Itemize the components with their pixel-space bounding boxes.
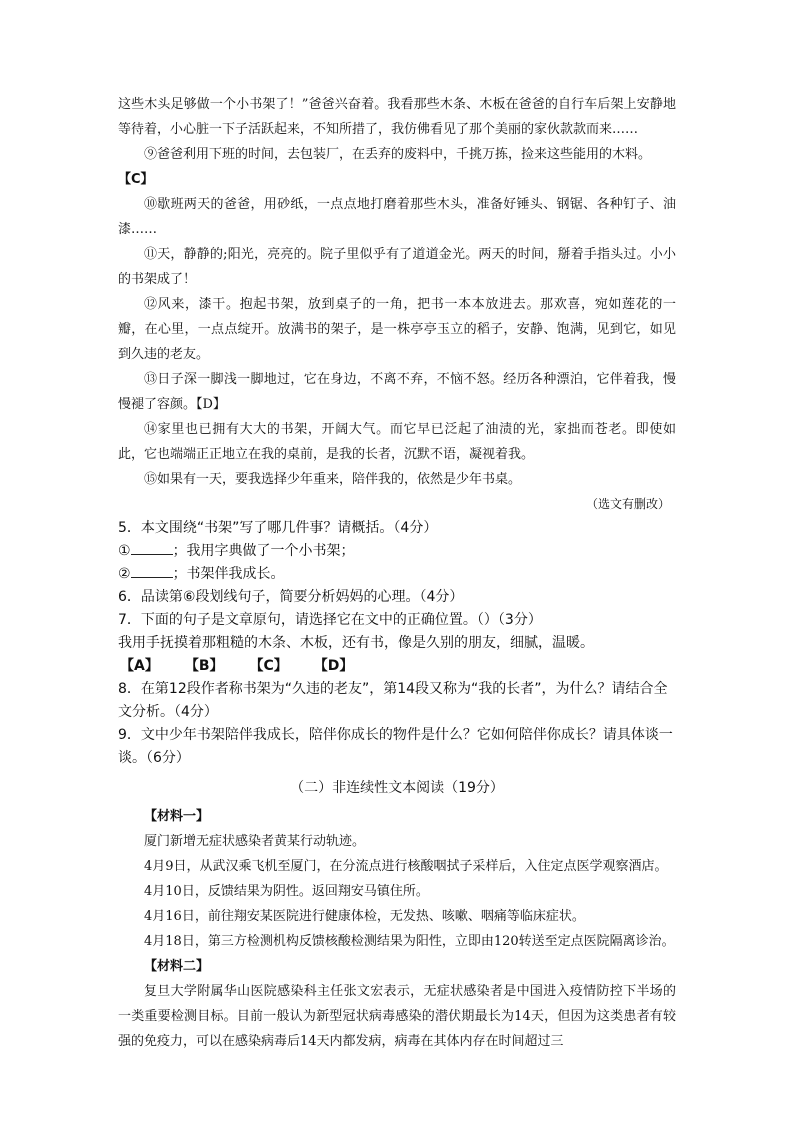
- material-2-title: 【材料二】: [144, 959, 210, 974]
- question-8: 8．在第12段作者称书架为“久违的老友”，第14段又称为“我的长者”，为什么？请结合全文分析。（4分）: [118, 681, 668, 720]
- question-5: 5．本文围绕“书架”写了哪几件事？请概括。（4分）: [118, 520, 438, 536]
- question-7-options: [118, 655, 676, 678]
- passage-paragraph-14: ⑭家里也已拥有大大的书架，开阔大气。而它早已泛起了油渍的光，家拙而苍老。即使如此，它也端端正正地立在我的桌前，是我的长者，沉默不语，凝视着我。: [118, 422, 676, 462]
- material-1-line-1: 4月9日，从武汉乘飞机至厦门，在分流点进行核酸咽拭子采样后，入住定点医学观察酒店。: [144, 859, 668, 874]
- question-9: 9．文中少年书架陪伴我成长，陪伴你成长的物件是什么？它如何陪伴你成长？请具体谈一谈。（6分）: [118, 727, 673, 766]
- option-d[interactable]: 【D】: [313, 658, 354, 674]
- question-5-item-2: [118, 563, 676, 586]
- material-2-text: 复旦大学附属华山医院感染科主任张文宏表示，无症状感染者是中国进入疫情防控下半场的一类重要检测目标。目前一般认为新型冠状病毒感染的潜伏期最长为14天，但因为这类患者有较强的免疫力，可以在感染病毒后14天内都发病，病毒在其体内存在时间超过三: [118, 984, 676, 1049]
- option-c[interactable]: 【C】: [249, 658, 288, 674]
- q5-item-1-number: ①: [118, 543, 131, 559]
- material-1-line-4: 4月18日，第三方检测机构反馈核酸检测结果为阳性，立即由120转送至定点医院隔离诊治。: [144, 934, 675, 949]
- position-marker-c: 【C】: [118, 172, 154, 187]
- question-6: 6．品读第⑥段划线句子，简要分析妈妈的心理。（4分）: [118, 589, 464, 605]
- source-note: （选文有删改）: [585, 497, 670, 511]
- option-a[interactable]: 【A】: [120, 658, 159, 674]
- q5-item-2-text: ；书架伴我成长。: [172, 566, 285, 582]
- passage-paragraph-13: ⑬日子深一脚浅一脚地过，它在身边，不离不弃，不恼不怒。经历各种漂泊，它伴着我，慢慢褪了容颜。【D】: [118, 372, 676, 412]
- answer-blank-1[interactable]: [131, 540, 173, 555]
- material-1-line-2: 4月10日，反馈结果为阴性。返回翔安马镇住所。: [144, 884, 429, 899]
- option-b[interactable]: 【B】: [184, 658, 224, 674]
- passage-paragraph-15: ⑮如果有一天，要我选择少年重来，陪伴我的，依然是少年书桌。: [144, 472, 522, 487]
- q5-item-1-text: ；我用字典做了一个小书架；: [172, 543, 355, 559]
- passage-paragraph-9: ⑨爸爸利用下班的时间，去包装厂，在丢弃的废料中，千挑万拣，捡来这些能用的木料。: [144, 147, 652, 162]
- section-2-title: （二）非连续性文本阅读（19分）: [290, 780, 504, 796]
- question-5-item-1: [118, 540, 676, 563]
- q5-item-2-number: ②: [118, 566, 131, 582]
- passage-paragraph-continued: 这些木头足够做一个小书架了！”爸爸兴奋着。我看那些木条、木板在爸爸的自行车后架上安静地等待着，小心脏一下子活跃起来，不知所措了，我仿佛看见了那个美丽的家伙款款而来……: [118, 97, 676, 137]
- question-7-sentence: 我用手抚摸着那粗糙的木条、木板，还有书，像是久别的朋友，细腻，温暖。: [118, 635, 594, 651]
- passage-paragraph-10: ⑩歇班两天的爸爸，用砂纸，一点点地打磨着那些木头，准备好锤头、钢锯、各种钉子、油漆……: [118, 197, 676, 237]
- page-content: [118, 92, 676, 1054]
- material-1-title: 【材料一】: [144, 809, 210, 824]
- material-1-line-3: 4月16日，前往翔安某医院进行健康体检，无发热、咳嗽、咽痛等临床症状。: [144, 909, 585, 924]
- question-7: 7．下面的句子是文章原句，请选择它在文中的正确位置。（）（3分）: [118, 612, 542, 628]
- passage-paragraph-12: ⑫风来，漆干。抱起书架，放到桌子的一角，把书一本本放进去。那欢喜，宛如莲花的一瓣，在心里，一点点绽开。放满书的架子，是一株亭亭玉立的稻子，安静、饱满，见到它，如见到久违的老友。: [118, 297, 676, 362]
- material-1-intro: 厦门新增无症状感染者黄某行动轨迹。: [144, 834, 366, 849]
- passage-paragraph-11: ⑪天，静静的;阳光，亮亮的。院子里似乎有了道道金光。两天的时间，掰着手指头过。小小的书架成了！: [118, 247, 676, 287]
- answer-blank-2[interactable]: [131, 563, 173, 578]
